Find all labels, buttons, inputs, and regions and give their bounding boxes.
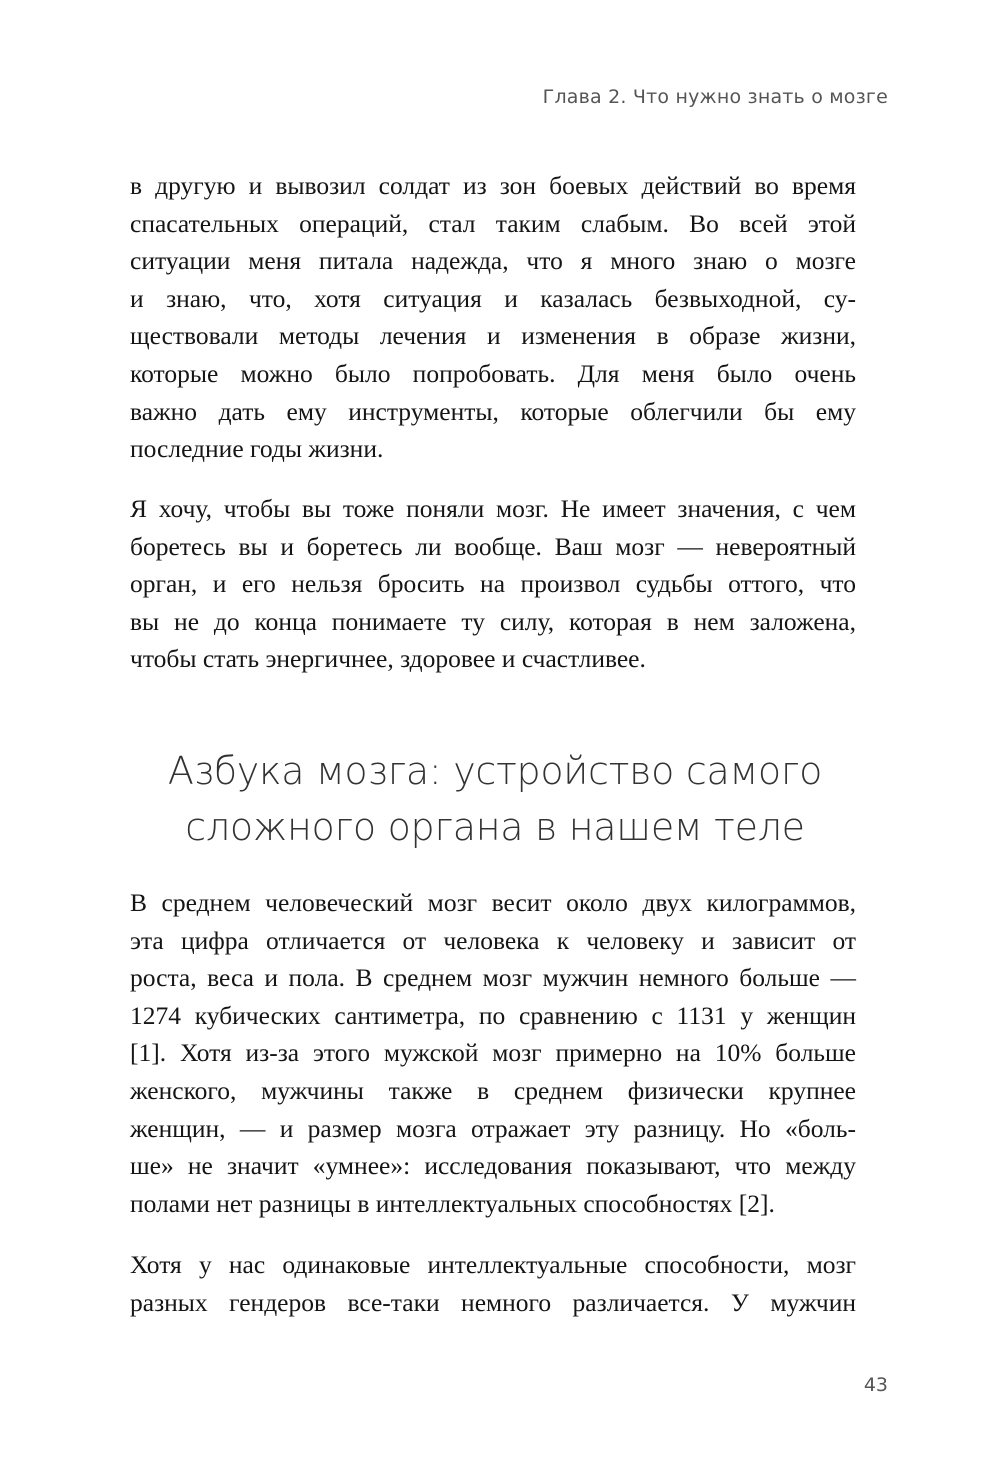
text-line: 1274 кубических сантиметра, по сравнению с 1131 у женщин — [130, 1000, 856, 1030]
text-line: женского, мужчины также в среднем физически крупнее — [130, 1075, 856, 1105]
text-line: ше» не значит «умнее»: исследования показывают, что между — [130, 1151, 856, 1181]
section-heading-line: сложного органа в нашем теле — [185, 805, 805, 849]
text-line: [1]. Хотя из-за этого мужской мозг примерно на 10% больше — [130, 1038, 856, 1068]
text-line: вы не до конца понимаете ту силу, которая в нем заложена, — [130, 606, 856, 636]
text-line: Хотя у нас одинаковые интеллектуальные способности, мозг — [130, 1250, 856, 1279]
paragraph-2 — [130, 490, 856, 678]
paragraph-4 — [130, 1246, 856, 1321]
text-line: В среднем человеческий мозг весит около двух килограммов, — [130, 888, 856, 917]
text-line: спасательных операций, стал таким слабым. Во всей этой — [130, 208, 856, 238]
text-line: эта цифра отличается от человека к человеку и зависит от — [130, 925, 856, 955]
text-line: боретесь вы и боретесь ли вообще. Ваш мозг — невероятный — [130, 531, 856, 561]
text-line: роста, веса и пола. В среднем мозг мужчин немного больше — — [130, 963, 856, 993]
section-heading-line: Азбука мозга: устройство самого — [167, 749, 823, 793]
text-line: которые можно было попробовать. Для меня было очень — [130, 358, 856, 388]
text-line: ситуации меня питала надежда, что я много знаю о мозге — [130, 246, 856, 276]
text-line: орган, и его нельзя бросить на произвол судьбы оттого, что — [130, 569, 856, 599]
text-line: полами нет разницы в интеллектуальных способностях [2]. — [130, 1188, 775, 1218]
text-line: ществовали методы лечения и изменения в образе жизни, — [130, 321, 856, 351]
text-line: важно дать ему инструменты, которые облегчили бы ему — [130, 396, 856, 426]
paragraph-1 — [130, 167, 856, 468]
paragraph-3 — [130, 884, 856, 1222]
section-heading — [100, 743, 890, 855]
page-number: 43 — [863, 1374, 888, 1396]
running-head: Глава 2. Что нужно знать о мозге — [542, 86, 888, 108]
text-line: разных гендеров все-таки немного различается. У мужчин — [130, 1287, 856, 1317]
text-line: и знаю, что, хотя ситуация и казалась безвыходной, су- — [130, 283, 856, 313]
text-line: чтобы стать энергичнее, здоровее и счастливее. — [130, 644, 646, 674]
text-line: последние годы жизни. — [130, 434, 384, 464]
text-line: женщин, — и размер мозга отражает эту разницу. Но «боль- — [130, 1113, 856, 1143]
text-line: в другую и вывозил солдат из зон боевых действий во время — [130, 171, 856, 200]
text-line: Я хочу, чтобы вы тоже поняли мозг. Не имеет значения, с чем — [130, 494, 856, 523]
